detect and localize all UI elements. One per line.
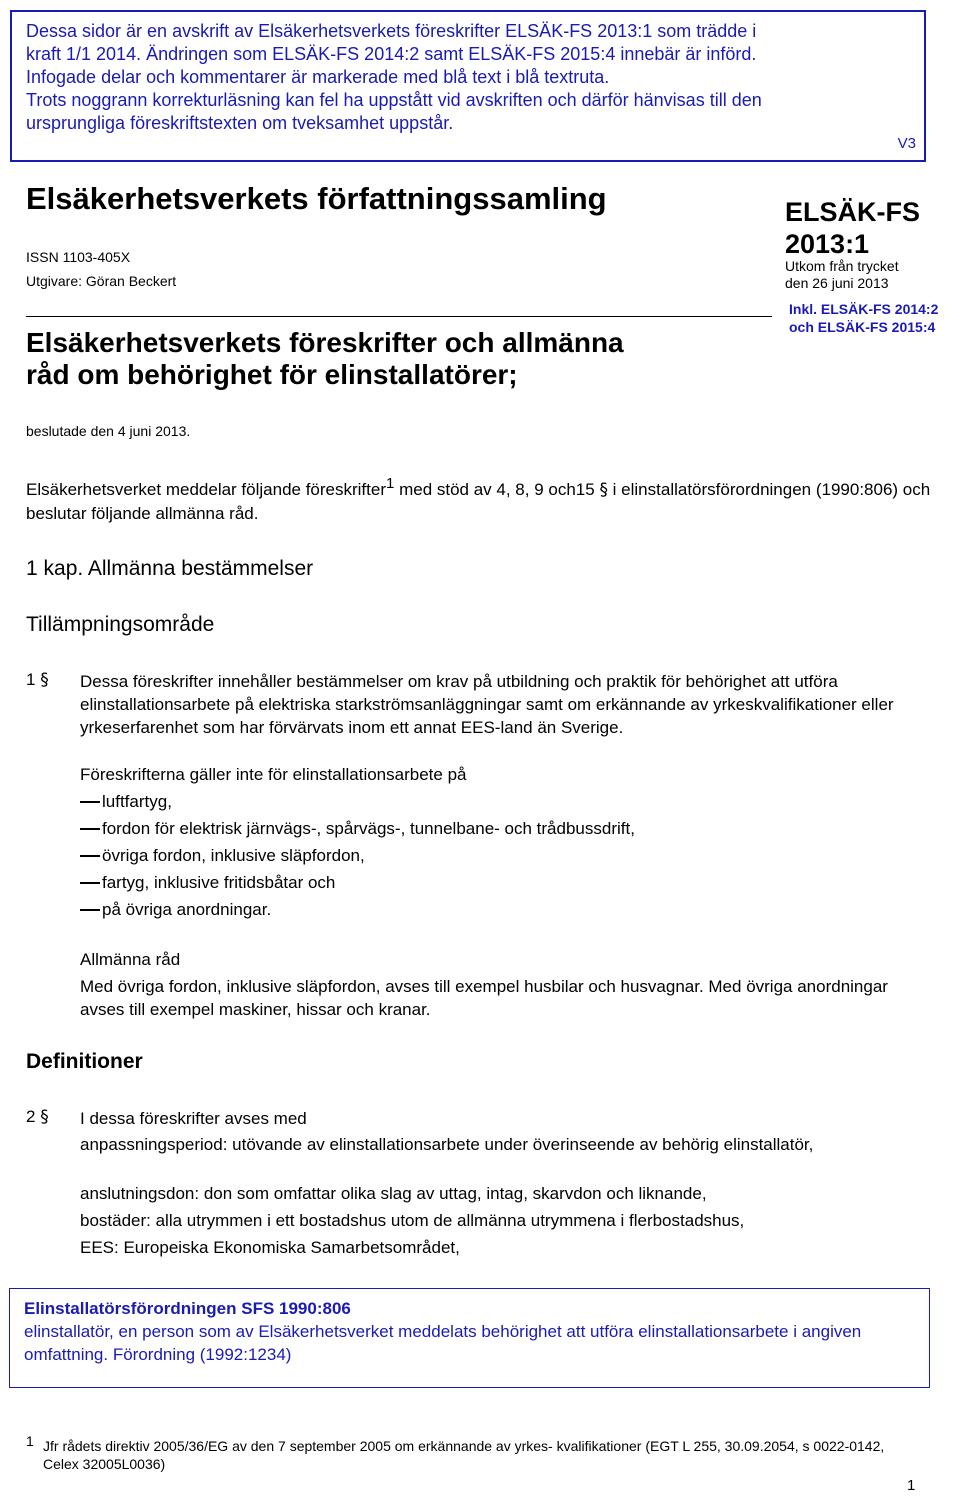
general-advice-heading: Allmänna råd [80,950,181,969]
notice-line: Dessa sidor är en avskrift av Elsäkerhetsverkets föreskrifter ELSÄK-FS 2013:1 som trädde i [26,21,757,41]
issn: ISSN 1103-405X [26,249,131,265]
publisher: Utgivare: Göran Beckert [26,273,177,289]
version-label: V3 [897,135,916,152]
blue-comment-text [24,1297,924,1366]
publication-date-line: Utkom från trycket [785,258,899,274]
dash-bullet [80,909,100,911]
page-number: 1 [907,1477,916,1494]
section-sign: § [40,670,49,690]
dash-bullet [80,882,100,884]
general-advice-text: Med övriga fordon, inklusive släpfordon, avses till exempel husbilar och husvagnar. Med övriga anordningar avses till exempel maskiner, hissar och kranar. [80,977,888,1019]
dash-bullet [80,801,100,803]
notice-line: Trots noggrann korrekturläsning kan fel ha uppstått vid avskriften och därför hänvisas till den [26,90,762,110]
includes-amendments [789,300,938,336]
list-item [80,788,920,815]
section-sign: § [599,480,608,500]
includes-line: Inkl. ELSÄK-FS 2014:2 [789,301,939,317]
notice-line: kraft 1/1 2014. Ändringen som ELSÄK-FS 2014:2 samt ELSÄK-FS 2015:4 innebär är införd. [26,44,757,64]
fs-code-number: 2013:1 [785,229,870,259]
dash-bullet [80,828,100,830]
list-item [80,896,920,923]
section-sign: § [40,1107,49,1127]
blue-comment-title: Elinstallatörsförordningen SFS 1990:806 [24,1299,351,1318]
intro-text: Elsäkerhetsverket meddelar följande föreskrifter [26,480,386,499]
publication-date-line: den 26 juni 2013 [785,275,889,291]
notice-line: Infogade delar och kommentarer är markerade med blå text i blå textruta. [26,67,610,87]
chapter-title: 1 kap. Allmänna bestämmelser [26,557,314,580]
paragraph-2-intro: I dessa föreskrifter avses med [80,1109,307,1128]
paragraph-number [26,670,49,690]
list-item [80,842,920,869]
list-item-text: fartyg, inklusive fritidsbåtar och [102,873,336,892]
intro-text: i elinstallatörsförordningen (1990:806) och beslutar följande allmänna råd. [26,480,931,523]
definitions-heading: Definitioner [26,1050,143,1073]
notice-line: ursprungliga föreskriftstexten om tveksamhet uppstår. [26,113,454,133]
list-item-text: luftfartyg, [102,792,172,811]
list-item-text: övriga fordon, inklusive släpfordon, [102,846,365,865]
decision-date: beslutade den 4 juni 2013. [26,423,191,439]
intro-paragraph [26,475,934,525]
includes-line: och ELSÄK-FS 2015:4 [789,319,936,335]
footnote-ref: 1 [386,475,395,492]
paragraph-number [26,1107,49,1127]
series-title: Elsäkerhetsverkets författningssamling [26,181,607,216]
document-title [26,327,746,391]
notice-text [26,20,906,135]
blue-comment-body: elinstallatör, en person som av Elsäkerhetsverket meddelats behörighet att utföra elinstallationsarbete i angiven omfattning. Förordning (1992:1234) [24,1322,862,1364]
header-divider [26,316,772,317]
definition-item: EES: Europeiska Ekonomiska Samarbetsområdet, [80,1238,460,1257]
document-title-line: Elsäkerhetsverkets föreskrifter och allmänna [26,327,624,358]
intro-text: med stöd av 4, 8, 9 och15 [399,480,595,499]
footnote-number: 1 [26,1433,34,1449]
paragraph-1-text: Dessa föreskrifter innehåller bestämmelser om krav på utbildning och praktik för behörighet att utföra elinstallationsarbete på elektriska starkströmsanläggningar samt om erkännande av yrkeskvalifikationer eller yrkeserfarenhet som har förvärvats inom ett annat EES-land än Sverige. [80,672,894,737]
publication-date [785,258,899,292]
paragraph-number-value: 1 [26,670,36,689]
list-item-text: på övriga anordningar. [102,900,272,919]
footnote-text: Jfr rådets direktiv 2005/36/EG av den 7 september 2005 om erkännande av yrkes- kvalifikationer (EGT L 255, 30.09.2054, s 0022-0142, Celex 32005L0036) [43,1438,885,1472]
list-item [80,869,920,896]
definition-item: bostäder: alla utrymmen i ett bostadshus utom de allmänna utrymmena i flerbostadshus, [80,1211,745,1230]
definition-item: anpassningsperiod: utövande av elinstallationsarbete under överinseende av behörig elinstallatör, [80,1135,814,1154]
exclusions-list [80,788,920,923]
exclusions-intro: Föreskrifterna gäller inte för elinstallationsarbete på [80,765,467,784]
fs-code-series: ELSÄK-FS [785,197,920,227]
fs-code [785,196,920,260]
list-item [80,815,920,842]
document-title-line: råd om behörighet för elinstallatörer; [26,359,518,390]
definition-item: anslutningsdon: don som omfattar olika slag av uttag, intag, skarvdon och liknande, [80,1184,707,1203]
scope-heading: Tillämpningsområde [26,613,215,636]
dash-bullet [80,855,100,857]
list-item-text: fordon för elektrisk järnvägs-, spårvägs-, tunnelbane- och trådbussdrift, [102,819,635,838]
paragraph-number-value: 2 [26,1107,36,1126]
